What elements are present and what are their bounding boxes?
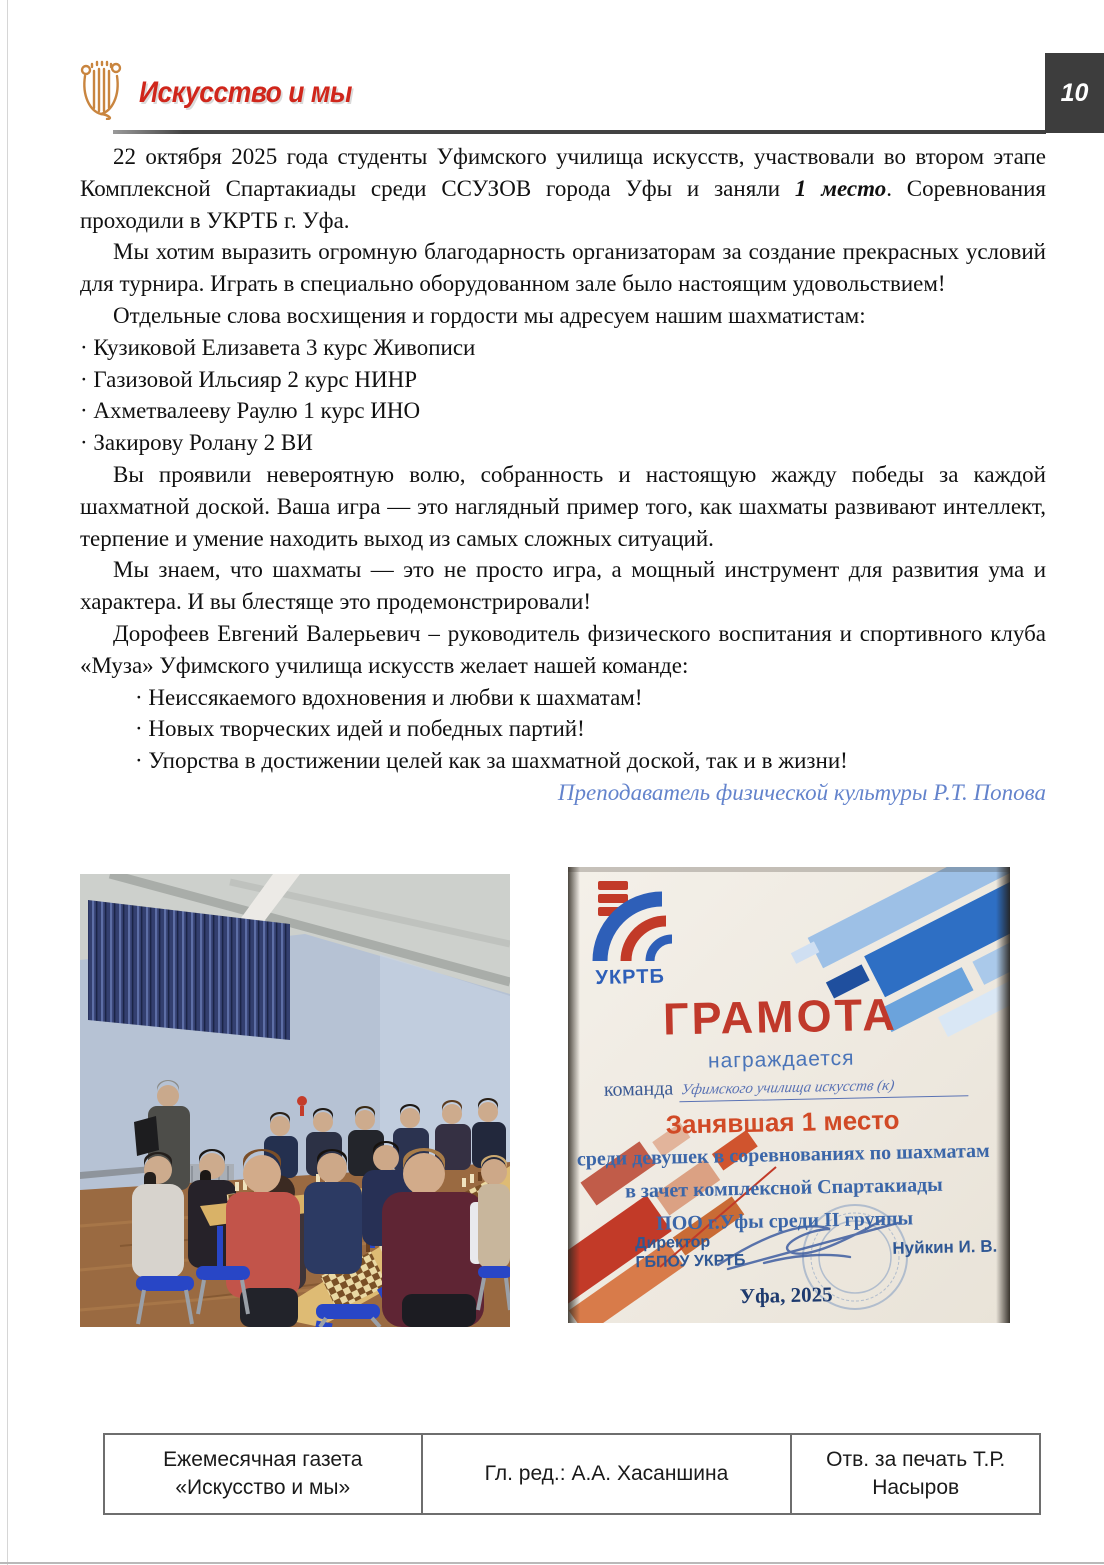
p1-pre: 22 октября 2025 года студенты Уфимского училища искусств, участвовали во втором этапе Комплексной Спартакиады среди ССУЗОВ города Уфы и заняли	[80, 144, 1046, 201]
certificate-org-label: УКРТБ	[595, 965, 666, 990]
footer-editor-cell: Гл. ред.: А.А. Хасаншина	[423, 1435, 793, 1513]
certificate-place-line: Занявшая 1 место	[665, 1104, 900, 1140]
wish-item: · Упорства в достижении целей как за шахматной доской, так и в жизни!	[135, 748, 848, 774]
header-rule	[113, 130, 1046, 134]
paragraph-willpower: Вы проявили невероятную волю, собранность и настоящую жажду победы за каждой шахматной доской. Ваша игра — это наглядный пример того, как шахматы развивают интеллект, терпение и умение находить выход из самых сложных ситуаций.	[80, 461, 1046, 551]
athlete-item: · Закирову Ролану 2 ВИ	[80, 430, 313, 456]
page-left-border	[7, 0, 8, 1565]
athlete-item: · Газизовой Ильсияр 2 курс НИНР	[80, 366, 418, 392]
certificate-director-title: Директор	[634, 1233, 711, 1253]
certificate-photo	[568, 867, 1010, 1323]
wish-item: · Неиссякаемого вдохновения и любви к шахматам!	[135, 684, 643, 710]
certificate-city-year: Уфа, 2025	[739, 1282, 833, 1309]
p1-first-place-emphasis: 1 место	[794, 175, 887, 201]
certificate-director-label	[635, 1232, 746, 1272]
certificate-director-org: ГБПОУ УКРТБ	[635, 1251, 746, 1272]
masthead-title: Искусство и мы	[139, 76, 353, 109]
athlete-item: · Кузиковой Елизавета 3 курс Живописи	[80, 334, 476, 360]
certificate-team-row	[604, 1071, 970, 1104]
certificate-director-name: Нуйкин И. В.	[892, 1236, 998, 1258]
p1-post: . Соревнования проходили в УКРТБ г. Уфа.	[80, 175, 1046, 233]
lyre-logo-icon	[78, 58, 124, 122]
paragraph-thanks: Мы хотим выразить огромную благодарность организаторам за создание прекрасных условий для турнира. Играть в специально оборудованном зале было настоящим удовольствием!	[80, 239, 1046, 297]
page-number: 10	[1045, 53, 1104, 133]
paragraph-chess-tool: Мы знаем, что шахматы — это не просто игра, а мощный инструмент для развития ума и характера. И вы блестяще это продемонстрировали!	[80, 557, 1046, 615]
certificate-detail-line: среди девушек в соревнованиях по шахматам	[576, 1139, 990, 1171]
footer-table	[103, 1433, 1041, 1515]
paragraph-intro	[80, 141, 1046, 236]
article-body	[80, 141, 1046, 809]
page-bottom-border	[0, 1562, 1104, 1564]
certificate-team-handwritten: Уфимского училища искусств (к)	[680, 1076, 972, 1102]
footer-print-cell: Отв. за печать Т.Р. Насыров	[826, 1448, 1006, 1499]
author-signature: Преподаватель физической культуры Р.Т. Попова	[557, 779, 1046, 805]
paragraph-dorofeev: Дорофеев Евгений Валерьевич – руководитель физического воспитания и спортивного клуба «Муза» Уфимского училища искусств желает нашей команде:	[80, 620, 1046, 678]
wish-item: · Новых творческих идей и победных партий!	[135, 716, 585, 742]
footer-newspaper-cell: Ежемесячная газета «Искусство и мы»	[105, 1435, 423, 1513]
certificate-detail-line: ПОО г.Уфы среди II группы	[655, 1207, 914, 1235]
athlete-item: · Ахметвалееву Раулю 1 курс ИНО	[80, 398, 421, 424]
certificate-text-layer	[568, 867, 1010, 1323]
certificate-team-label: команда	[603, 1077, 674, 1101]
certificate-subtitle: награждается	[707, 1046, 855, 1073]
certificate-title: ГРАМОТА	[662, 988, 899, 1045]
gym-chess-photo	[80, 874, 510, 1327]
paragraph-praise-intro: Отдельные слова восхищения и гордости мы адресуем нашим шахматистам:	[113, 302, 866, 328]
certificate-detail-line: в зачет комплексной Спартакиады	[624, 1173, 944, 1203]
